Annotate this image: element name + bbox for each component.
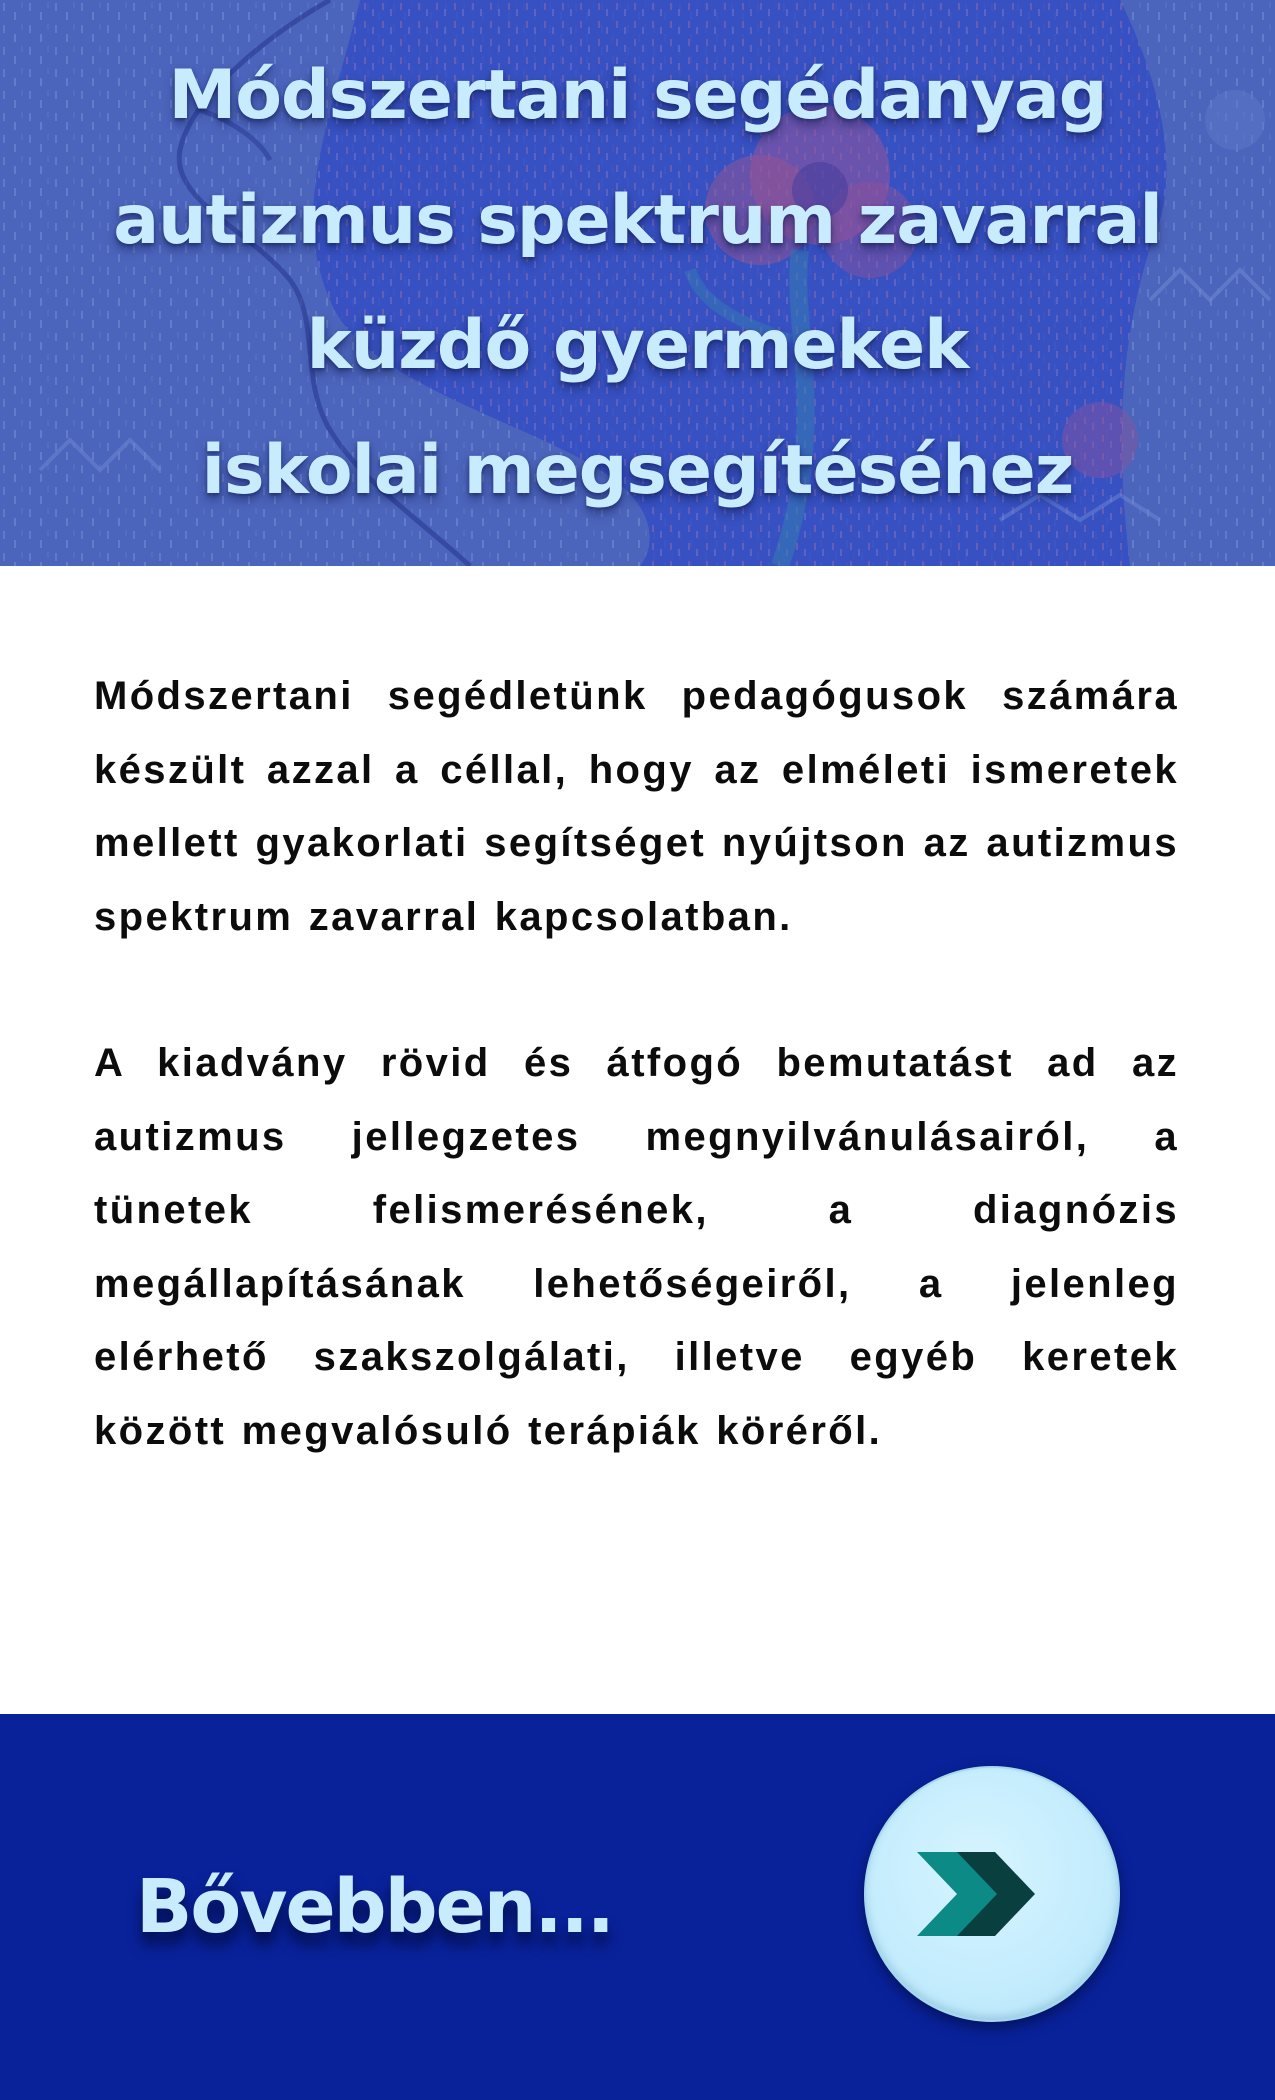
header-banner [0, 0, 1275, 566]
title-line: autizmus spektrum zavarral [113, 181, 1162, 260]
description-paragraph-2: A kiadvány rövid és átfogó bemutatást ad az autizmus jellegzetes megnyilvánulásairól, a tünetek felismerésének, a diagnózis megállapításának lehetőségeiről, a jelenleg elérhető szakszolgálati, illetve egyéb keretek között megvalósuló terápiák köréről. [94, 1041, 1179, 1453]
title-line: küzdő gyermekek [306, 306, 969, 385]
page-title [0, 0, 1275, 566]
title-line: iskolai megsegítéséhez [201, 431, 1074, 510]
title-line: Módszertani segédanyag [168, 56, 1107, 135]
description [94, 660, 1179, 1468]
double-chevron-right-icon [917, 1844, 1067, 1944]
read-more-link[interactable]: Bővebben... [136, 1864, 613, 1950]
description-paragraph-1: Módszertani segédletünk pedagógusok számára készült azzal a céllal, hogy az elméleti ismeretek mellett gyakorlati segítséget nyújtson az autizmus spektrum zavarral kapcsolatban. [94, 674, 1179, 939]
next-button[interactable] [864, 1766, 1120, 2022]
footer-bar [0, 1714, 1275, 2100]
